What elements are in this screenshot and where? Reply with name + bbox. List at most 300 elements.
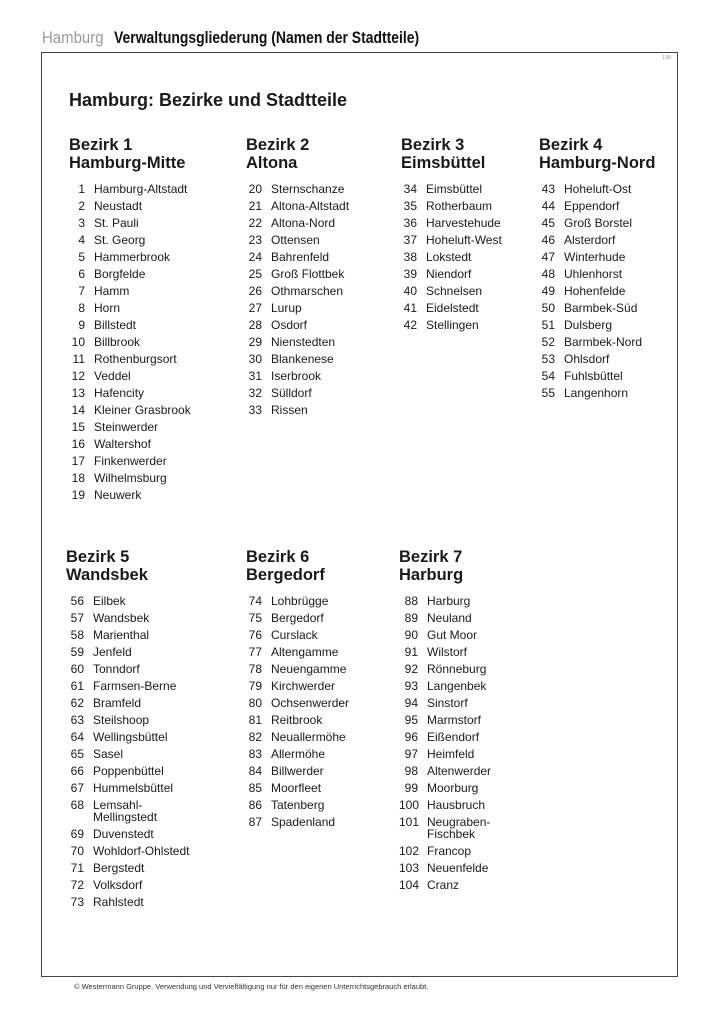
quarter-number: 10 xyxy=(71,335,85,349)
list-item xyxy=(539,368,655,385)
quarter-number: 100 xyxy=(399,798,420,812)
quarter-number: 59 xyxy=(70,645,84,659)
quarter-number: 78 xyxy=(248,662,262,676)
quarter-name: Ochsenwerder xyxy=(271,696,350,710)
list-item xyxy=(246,385,349,402)
list-item xyxy=(66,797,190,826)
list-item xyxy=(399,843,491,860)
list-item xyxy=(246,729,349,746)
quarter-name: Lemsahl- Mellingstedt xyxy=(93,798,158,824)
list-item xyxy=(399,860,491,877)
quarter-number: 26 xyxy=(248,284,262,298)
quarter-number: 81 xyxy=(248,713,262,727)
quarter-name: Waltershof xyxy=(94,437,151,451)
quarter-number: 75 xyxy=(248,611,262,625)
quarter-name: Horn xyxy=(94,301,121,315)
quarter-name: Hamm xyxy=(94,284,130,298)
quarter-number: 31 xyxy=(248,369,262,383)
quarter-number: 53 xyxy=(541,352,555,366)
district-heading xyxy=(401,136,502,172)
list-item xyxy=(401,317,502,334)
list-item xyxy=(399,627,491,644)
district-number: Bezirk 7 xyxy=(399,548,463,566)
quarter-number: 56 xyxy=(70,594,84,608)
list-item xyxy=(399,763,491,780)
list-item xyxy=(539,334,655,351)
quarter-name: Neugraben- Fischbek xyxy=(427,815,491,841)
quarter-number: 37 xyxy=(403,233,417,247)
quarter-name: Lohbrügge xyxy=(271,594,329,608)
quarter-number: 40 xyxy=(403,284,417,298)
list-item xyxy=(246,181,349,198)
list-item xyxy=(66,763,190,780)
quarter-number: 66 xyxy=(70,764,84,778)
district-heading xyxy=(69,136,191,172)
list-item xyxy=(66,712,190,729)
list-item xyxy=(399,678,491,695)
quarter-name: Lokstedt xyxy=(426,250,472,264)
district-column-5 xyxy=(66,548,190,911)
quarter-name: Harburg xyxy=(427,594,471,608)
quarter-name: Marmstorf xyxy=(427,713,481,727)
quarter-name: Eppendorf xyxy=(564,199,620,213)
list-item xyxy=(246,763,349,780)
quarter-number: 52 xyxy=(541,335,555,349)
list-item xyxy=(69,385,191,402)
list-item xyxy=(69,402,191,419)
quarter-name: St. Georg xyxy=(94,233,146,247)
list-item xyxy=(246,610,349,627)
quarter-name: Duvenstedt xyxy=(93,827,154,841)
quarter-number: 93 xyxy=(404,679,418,693)
quarter-number: 18 xyxy=(71,471,85,485)
quarter-number: 94 xyxy=(404,696,418,710)
quarter-number: 35 xyxy=(403,199,417,213)
quarter-number: 82 xyxy=(248,730,262,744)
quarter-number: 4 xyxy=(78,233,85,247)
quarter-name: Steilshoop xyxy=(93,713,150,727)
district-number: Bezirk 6 xyxy=(246,548,310,566)
quarter-name: Finkenwerder xyxy=(94,454,167,468)
quarter-name: Neuwerk xyxy=(94,488,142,502)
list-item xyxy=(69,317,191,334)
list-item xyxy=(66,593,190,610)
quarter-name: Rothenburgsort xyxy=(94,352,177,366)
quarter-list xyxy=(539,181,655,402)
quarter-name: Wohldorf-Ohlstedt xyxy=(93,844,190,858)
quarter-number: 76 xyxy=(248,628,262,642)
district-column-4 xyxy=(539,136,655,402)
list-item xyxy=(69,181,191,198)
quarter-name: Neuallermöhe xyxy=(271,730,346,744)
list-item xyxy=(246,797,349,814)
quarter-number: 71 xyxy=(70,861,84,875)
list-item xyxy=(539,181,655,198)
list-item xyxy=(246,317,349,334)
quarter-number: 67 xyxy=(70,781,84,795)
quarter-number: 22 xyxy=(248,216,262,230)
list-item xyxy=(66,894,190,911)
list-item xyxy=(401,215,502,232)
quarter-name: Hammerbrook xyxy=(94,250,171,264)
quarter-name: Winterhude xyxy=(564,250,626,264)
quarter-name: Neustadt xyxy=(94,199,143,213)
district-column-6 xyxy=(246,548,349,831)
quarter-number: 16 xyxy=(71,437,85,451)
list-item xyxy=(69,470,191,487)
quarter-number: 80 xyxy=(248,696,262,710)
district-column-1 xyxy=(69,136,191,504)
quarter-number: 34 xyxy=(403,182,417,196)
quarter-name: Harvestehude xyxy=(426,216,501,230)
quarter-number: 86 xyxy=(248,798,262,812)
district-number: Bezirk 3 xyxy=(401,136,465,154)
quarter-number: 13 xyxy=(71,386,85,400)
quarter-number: 39 xyxy=(403,267,417,281)
quarter-number: 41 xyxy=(403,301,417,315)
list-item xyxy=(246,300,349,317)
header-city: Hamburg xyxy=(42,28,104,47)
list-item xyxy=(399,746,491,763)
quarter-name: Bramfeld xyxy=(93,696,142,710)
list-item xyxy=(246,644,349,661)
list-item xyxy=(399,661,491,678)
list-item xyxy=(399,814,491,843)
quarter-number: 85 xyxy=(248,781,262,795)
list-item xyxy=(66,678,190,695)
quarter-number: 49 xyxy=(541,284,555,298)
quarter-name: Bergedorf xyxy=(271,611,324,625)
district-column-2 xyxy=(246,136,349,419)
list-item xyxy=(539,215,655,232)
quarter-number: 29 xyxy=(248,335,262,349)
quarter-number: 77 xyxy=(248,645,262,659)
list-item xyxy=(69,368,191,385)
quarter-name: Neuenfelde xyxy=(427,861,489,875)
page-title: Hamburg: Bezirke und Stadtteile xyxy=(69,90,348,110)
quarter-name: Neuland xyxy=(427,611,472,625)
quarter-number: 58 xyxy=(70,628,84,642)
district-column-7 xyxy=(399,548,491,894)
list-item xyxy=(69,419,191,436)
list-item xyxy=(69,198,191,215)
quarter-number: 73 xyxy=(70,895,84,909)
quarter-number: 54 xyxy=(541,369,555,383)
quarter-name: Fuhlsbüttel xyxy=(564,369,623,383)
quarter-number: 6 xyxy=(78,267,85,281)
quarter-number: 48 xyxy=(541,267,555,281)
list-item xyxy=(399,877,491,894)
list-item xyxy=(246,627,349,644)
quarter-name: Hoheluft-West xyxy=(426,233,502,247)
list-item xyxy=(401,283,502,300)
quarter-name: Hafencity xyxy=(94,386,145,400)
district-number: Bezirk 1 xyxy=(69,136,133,154)
list-item xyxy=(399,593,491,610)
list-item xyxy=(539,351,655,368)
list-item xyxy=(246,215,349,232)
list-item xyxy=(66,780,190,797)
quarter-number: 21 xyxy=(248,199,262,213)
district-column-3 xyxy=(401,136,502,334)
quarter-number: 72 xyxy=(70,878,84,892)
district-name: Wandsbek xyxy=(66,566,148,584)
quarter-name: Stellingen xyxy=(426,318,479,332)
quarter-name: Veddel xyxy=(94,369,131,383)
quarter-name: Sasel xyxy=(93,747,124,761)
quarter-name: Marienthal xyxy=(93,628,150,642)
list-item xyxy=(399,712,491,729)
quarter-name: Barmbek-Nord xyxy=(564,335,643,349)
quarter-number: 11 xyxy=(72,352,85,366)
list-item xyxy=(66,843,190,860)
quarter-name: Schnelsen xyxy=(426,284,483,298)
quarter-number: 104 xyxy=(399,878,420,892)
quarter-name: Rissen xyxy=(271,403,308,417)
list-item xyxy=(66,860,190,877)
list-item xyxy=(69,215,191,232)
quarter-number: 87 xyxy=(248,815,262,829)
district-number: Bezirk 2 xyxy=(246,136,310,154)
list-item xyxy=(399,780,491,797)
list-item xyxy=(539,198,655,215)
quarter-number: 68 xyxy=(70,798,84,812)
quarter-number: 98 xyxy=(404,764,418,778)
list-item xyxy=(69,436,191,453)
district-number: Bezirk 4 xyxy=(539,136,603,154)
quarter-name: Groß Flottbek xyxy=(271,267,345,281)
quarter-name: Hoheluft-Ost xyxy=(564,182,632,196)
quarter-name: Gut Moor xyxy=(427,628,478,642)
quarter-number: 1 xyxy=(78,182,85,196)
quarter-name: Volksdorf xyxy=(93,878,143,892)
quarter-name: Neuengamme xyxy=(271,662,347,676)
district-name: Bergedorf xyxy=(246,566,325,584)
quarter-name: Billstedt xyxy=(94,318,137,332)
quarter-name: Wellingsbüttel xyxy=(93,730,168,744)
quarter-name: Tatenberg xyxy=(271,798,325,812)
quarter-number: 89 xyxy=(404,611,418,625)
quarter-name: Eidelstedt xyxy=(426,301,479,315)
quarter-number: 90 xyxy=(404,628,418,642)
quarter-number: 101 xyxy=(399,815,420,829)
quarter-number: 96 xyxy=(404,730,418,744)
header-topic: Verwaltungsgliederung (Namen der Stadtteile) xyxy=(114,28,420,47)
quarter-number: 15 xyxy=(71,420,85,434)
quarter-name: Sinstorf xyxy=(427,696,468,710)
quarter-number: 28 xyxy=(248,318,262,332)
district-name: Harburg xyxy=(399,566,464,584)
quarter-number: 17 xyxy=(71,454,85,468)
quarter-number: 24 xyxy=(248,250,262,264)
page-id: 13B xyxy=(662,55,671,61)
list-item xyxy=(246,266,349,283)
quarter-name: Othmarschen xyxy=(271,284,344,298)
quarter-number: 60 xyxy=(70,662,84,676)
quarter-number: 43 xyxy=(541,182,555,196)
list-item xyxy=(246,695,349,712)
quarter-number: 84 xyxy=(248,764,262,778)
quarter-name: Altenwerder xyxy=(427,764,492,778)
quarter-name: Sternschanze xyxy=(271,182,345,196)
list-item xyxy=(246,232,349,249)
quarter-number: 97 xyxy=(404,747,418,761)
quarter-name: Curslack xyxy=(271,628,318,642)
quarter-name: Dulsberg xyxy=(564,318,613,332)
quarter-number: 12 xyxy=(71,369,85,383)
quarter-number: 95 xyxy=(404,713,418,727)
quarter-number: 92 xyxy=(404,662,418,676)
quarter-list xyxy=(66,593,190,911)
quarter-number: 14 xyxy=(71,403,85,417)
quarter-name: Billwerder xyxy=(271,764,324,778)
quarter-name: Altona-Nord xyxy=(271,216,336,230)
quarter-name: Altona-Altstadt xyxy=(271,199,350,213)
quarter-number: 20 xyxy=(248,182,262,196)
quarter-number: 2 xyxy=(78,199,85,213)
quarter-name: Iserbrook xyxy=(271,369,322,383)
list-item xyxy=(401,198,502,215)
quarter-number: 33 xyxy=(248,403,262,417)
quarter-number: 74 xyxy=(248,594,262,608)
quarter-name: Hummelsbüttel xyxy=(93,781,174,795)
district-heading xyxy=(246,548,349,584)
list-item xyxy=(401,266,502,283)
copyright-footer: © Westermann Gruppe. Verwendung und Vervielfältigung nur für den eigenen Unterrichtsgebrauch erlaubt. xyxy=(74,982,429,991)
quarter-number: 50 xyxy=(541,301,555,315)
district-name: Altona xyxy=(246,154,298,172)
quarter-name: Spadenland xyxy=(271,815,336,829)
quarter-number: 44 xyxy=(541,199,555,213)
list-item xyxy=(69,300,191,317)
quarter-name: Langenhorn xyxy=(564,386,629,400)
quarter-number: 3 xyxy=(78,216,85,230)
quarter-number: 45 xyxy=(541,216,555,230)
list-item xyxy=(246,678,349,695)
quarter-name: Heimfeld xyxy=(427,747,475,761)
list-item xyxy=(66,610,190,627)
quarter-number: 46 xyxy=(541,233,555,247)
quarter-name: Eißendorf xyxy=(427,730,480,744)
list-item xyxy=(246,814,349,831)
quarter-number: 55 xyxy=(541,386,555,400)
list-item xyxy=(539,385,655,402)
district-heading xyxy=(246,136,349,172)
list-item xyxy=(246,402,349,419)
quarter-name: Nienstedten xyxy=(271,335,336,349)
district-number: Bezirk 5 xyxy=(66,548,130,566)
quarter-name: Jenfeld xyxy=(93,645,132,659)
list-item xyxy=(246,351,349,368)
list-item xyxy=(539,249,655,266)
list-item xyxy=(246,368,349,385)
quarter-name: Osdorf xyxy=(271,318,308,332)
list-item xyxy=(399,729,491,746)
quarter-name: Tonndorf xyxy=(93,662,140,676)
district-heading xyxy=(399,548,491,584)
list-item xyxy=(69,283,191,300)
list-item xyxy=(401,232,502,249)
quarter-number: 5 xyxy=(78,250,85,264)
quarter-name: Francop xyxy=(427,844,472,858)
list-item xyxy=(539,283,655,300)
list-item xyxy=(66,644,190,661)
quarter-name: Borgfelde xyxy=(94,267,146,281)
list-item xyxy=(401,249,502,266)
quarter-list xyxy=(401,181,502,334)
quarter-name: St. Pauli xyxy=(94,216,139,230)
district-name: Eimsbüttel xyxy=(401,154,486,172)
list-item xyxy=(399,610,491,627)
quarter-number: 88 xyxy=(404,594,418,608)
quarter-name: Blankenese xyxy=(271,352,334,366)
quarter-number: 42 xyxy=(403,318,417,332)
list-item xyxy=(66,695,190,712)
list-item xyxy=(246,712,349,729)
quarter-name: Poppenbüttel xyxy=(93,764,164,778)
quarter-name: Farmsen-Berne xyxy=(93,679,177,693)
quarter-name: Groß Borstel xyxy=(564,216,633,230)
list-item xyxy=(246,661,349,678)
quarter-name: Steinwerder xyxy=(94,420,159,434)
quarter-name: Wilhelmsburg xyxy=(94,471,167,485)
quarter-name: Wandsbek xyxy=(93,611,150,625)
quarter-name: Moorburg xyxy=(427,781,479,795)
list-item xyxy=(246,283,349,300)
quarter-name: Ohlsdorf xyxy=(564,352,610,366)
quarter-name: Hohenfelde xyxy=(564,284,626,298)
quarter-number: 9 xyxy=(78,318,85,332)
district-name: Hamburg-Mitte xyxy=(69,154,186,172)
quarter-number: 27 xyxy=(248,301,262,315)
quarter-name: Rotherbaum xyxy=(426,199,493,213)
quarter-name: Moorfleet xyxy=(271,781,322,795)
list-item xyxy=(69,249,191,266)
quarter-number: 30 xyxy=(248,352,262,366)
list-item xyxy=(246,746,349,763)
list-item xyxy=(69,487,191,504)
quarter-name: Altengamme xyxy=(271,645,339,659)
list-item xyxy=(539,317,655,334)
list-item xyxy=(246,780,349,797)
quarter-name: Eilbek xyxy=(93,594,126,608)
list-item xyxy=(66,826,190,843)
quarter-name: Sülldorf xyxy=(271,386,312,400)
quarter-number: 64 xyxy=(70,730,84,744)
quarter-number: 8 xyxy=(78,301,85,315)
quarter-number: 61 xyxy=(70,679,84,693)
district-heading xyxy=(539,136,655,172)
list-item xyxy=(399,644,491,661)
quarter-number: 102 xyxy=(399,844,420,858)
list-item xyxy=(69,351,191,368)
quarter-name: Reitbrook xyxy=(271,713,323,727)
quarter-name: Rahlstedt xyxy=(93,895,144,909)
quarter-name: Billbrook xyxy=(94,335,141,349)
list-item xyxy=(69,266,191,283)
list-item xyxy=(539,300,655,317)
district-heading xyxy=(66,548,190,584)
quarter-name: Bahrenfeld xyxy=(271,250,330,264)
quarter-name: Eimsbüttel xyxy=(426,182,483,196)
quarter-number: 91 xyxy=(404,645,418,659)
list-item xyxy=(246,593,349,610)
list-item xyxy=(66,877,190,894)
list-item xyxy=(401,300,502,317)
list-item xyxy=(401,181,502,198)
district-name: Hamburg-Nord xyxy=(539,154,656,172)
list-item xyxy=(246,198,349,215)
